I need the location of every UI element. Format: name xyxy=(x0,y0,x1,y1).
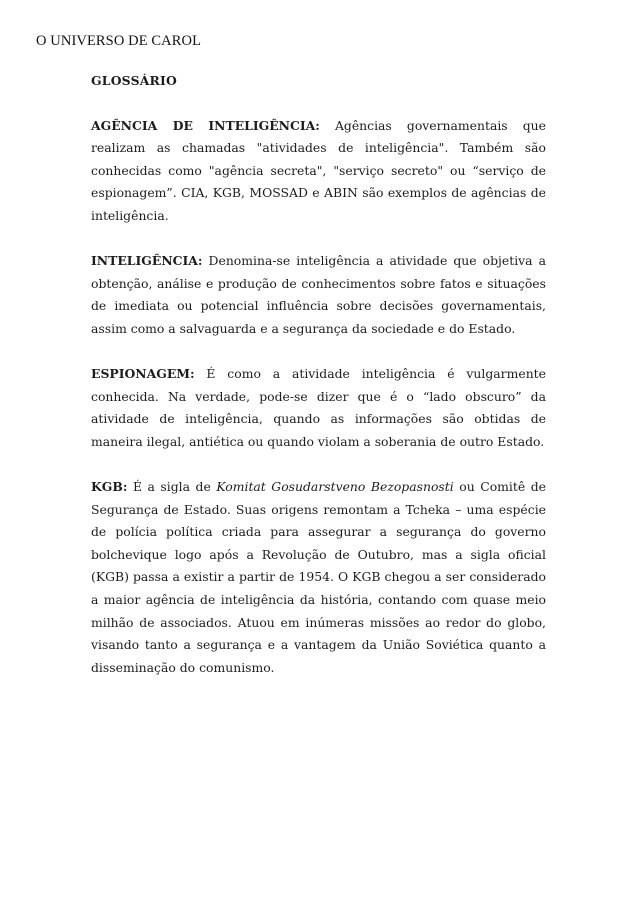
glossary-entry-espionagem xyxy=(91,363,546,453)
glossary-term: ESPIONAGEM: xyxy=(91,366,195,382)
glossary-definition-start: É a sigla de xyxy=(132,479,211,495)
glossary-definition: É como a atividade inteligência é vulgarmente conhecida. Na verdade, pode-se dizer que é o “lado obscuro” da atividade de inteligência, quando as informações são obtidas de maneira ilegal, antiética ou quando violam a soberania de outro Estado. xyxy=(91,366,546,449)
glossary-definition-end: ou Comitê de Segurança de Estado. Suas origens remontam a Tcheka – uma espécie de polícia política criada para assegurar a segurança do governo bolchevique logo após a Revolução de Outubro, mas a sigla oficial (KGB) passa a existir a partir de 1954. O KGB chegou a ser considerado a maior agência de inteligência da história, contando com quase meio milhão de associados. Atuou em inúmeras missões ao redor do globo, visando tanto a segurança e a vantagem da União Soviética quanto a disseminação do comunismo. xyxy=(91,479,546,675)
glossary-entry-inteligencia xyxy=(91,250,546,340)
glossary-title: GLOSSÁRIO xyxy=(91,73,178,88)
glossary-definition: Agências governamentais que realizam as chamadas "atividades de inteligência". Também são conhecidas como "agência secreta", "serviço secreto" ou “serviço de espionagem”. CIA, KGB, MOSSAD e ABIN são exemplos de agências de inteligência. xyxy=(91,117,546,223)
page-header: O UNIVERSO DE CAROL xyxy=(36,33,202,49)
glossary-entry-agencia xyxy=(91,115,546,228)
glossary-section xyxy=(91,70,546,702)
glossary-term: INTELIGÊNCIA: xyxy=(91,253,203,269)
glossary-entry-kgb xyxy=(91,476,546,679)
glossary-definition: Denomina-se inteligência a atividade que objetiva a obtenção, análise e produção de conhecimentos sobre fatos e situações de imediata ou potencial influência sobre decisões governamentais, assim como a salvaguarda e a segurança da sociedade e do Estado. xyxy=(91,253,546,336)
glossary-definition-italic: Komitat Gosudarstveno Bezopasnosti xyxy=(216,479,454,495)
glossary-term: KGB: xyxy=(91,479,128,495)
glossary-term: AGÊNCIA DE INTELIGÊNCIA: xyxy=(91,117,320,133)
